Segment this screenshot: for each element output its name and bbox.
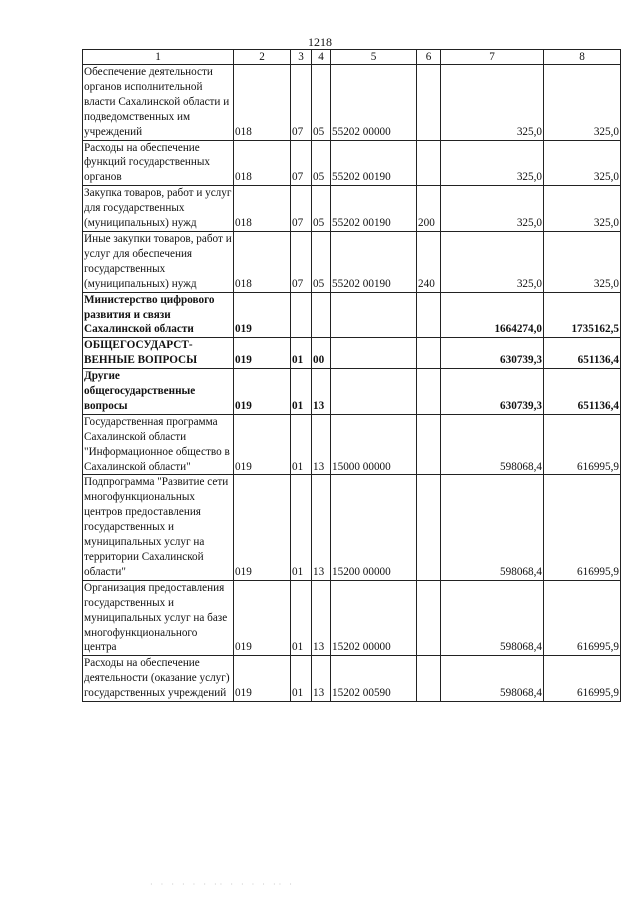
expense-type-cell: 200 bbox=[417, 186, 441, 232]
expense-type-cell bbox=[417, 369, 441, 415]
scan-artifacts: · · · · · · ·· · · · · ·· · bbox=[150, 880, 295, 889]
section-code-cell: 07 bbox=[291, 186, 312, 232]
expense-type-cell bbox=[417, 475, 441, 580]
target-article-cell: 55202 00000 bbox=[331, 65, 417, 141]
page-number: 1218 bbox=[308, 35, 332, 49]
ministry-code-cell: 018 bbox=[234, 65, 291, 141]
target-article-cell: 15200 00000 bbox=[331, 475, 417, 580]
ministry-code-cell: 018 bbox=[234, 186, 291, 232]
amount-year1-cell: 598068,4 bbox=[441, 414, 544, 475]
target-article-cell: 55202 00190 bbox=[331, 140, 417, 186]
ministry-code-cell: 019 bbox=[234, 369, 291, 415]
column-header: 3 bbox=[291, 50, 312, 65]
amount-year2-cell: 1735162,5 bbox=[544, 292, 621, 338]
ministry-code-cell: 019 bbox=[234, 338, 291, 369]
table-row bbox=[83, 414, 621, 475]
table-row bbox=[83, 231, 621, 292]
ministry-code-cell: 019 bbox=[234, 656, 291, 702]
section-code-cell: 07 bbox=[291, 65, 312, 141]
section-code-cell: 01 bbox=[291, 338, 312, 369]
ministry-code-cell: 018 bbox=[234, 231, 291, 292]
row-name-cell: Иные закупки товаров, работ и услуг для обеспечения государственных (муниципальных) нужд bbox=[83, 231, 234, 292]
subsection-code-cell bbox=[312, 292, 331, 338]
table-row bbox=[83, 656, 621, 702]
expense-type-cell bbox=[417, 292, 441, 338]
amount-year2-cell: 616995,9 bbox=[544, 414, 621, 475]
ministry-code-cell: 019 bbox=[234, 414, 291, 475]
section-code-cell: 01 bbox=[291, 656, 312, 702]
table-row bbox=[83, 580, 621, 656]
subsection-code-cell: 13 bbox=[312, 656, 331, 702]
subsection-code-cell: 05 bbox=[312, 65, 331, 141]
column-header: 1 bbox=[83, 50, 234, 65]
ministry-code-cell: 019 bbox=[234, 292, 291, 338]
section-code-cell: 01 bbox=[291, 414, 312, 475]
row-name-cell: Другие общегосударственные вопросы bbox=[83, 369, 234, 415]
amount-year2-cell: 616995,9 bbox=[544, 475, 621, 580]
expense-type-cell bbox=[417, 140, 441, 186]
table-row bbox=[83, 186, 621, 232]
table-row bbox=[83, 475, 621, 580]
amount-year2-cell: 325,0 bbox=[544, 231, 621, 292]
row-name-cell: ОБЩЕГОСУДАРСТ-ВЕННЫЕ ВОПРОСЫ bbox=[83, 338, 234, 369]
expense-type-cell: 240 bbox=[417, 231, 441, 292]
amount-year1-cell: 598068,4 bbox=[441, 656, 544, 702]
column-header: 7 bbox=[441, 50, 544, 65]
row-name-cell: Обеспечение деятельности органов исполнительной власти Сахалинской области и подведомственных им учреждений bbox=[83, 65, 234, 141]
amount-year2-cell: 325,0 bbox=[544, 186, 621, 232]
amount-year2-cell: 616995,9 bbox=[544, 656, 621, 702]
section-code-cell: 01 bbox=[291, 475, 312, 580]
subsection-code-cell: 13 bbox=[312, 580, 331, 656]
row-name-cell: Подпрограмма "Развитие сети многофункциональных центров предоставления государственных и муниципальных услуг на территории Сахалинской области" bbox=[83, 475, 234, 580]
target-article-cell bbox=[331, 292, 417, 338]
amount-year2-cell: 651136,4 bbox=[544, 369, 621, 415]
amount-year1-cell: 598068,4 bbox=[441, 580, 544, 656]
target-article-cell: 15202 00590 bbox=[331, 656, 417, 702]
subsection-code-cell: 13 bbox=[312, 369, 331, 415]
subsection-code-cell: 13 bbox=[312, 475, 331, 580]
amount-year2-cell: 616995,9 bbox=[544, 580, 621, 656]
amount-year2-cell: 651136,4 bbox=[544, 338, 621, 369]
target-article-cell: 15202 00000 bbox=[331, 580, 417, 656]
target-article-cell: 15000 00000 bbox=[331, 414, 417, 475]
row-name-cell: Организация предоставления государственных и муниципальных услуг на базе многофункционального центра bbox=[83, 580, 234, 656]
subsection-code-cell: 05 bbox=[312, 186, 331, 232]
table-row bbox=[83, 292, 621, 338]
table-row bbox=[83, 65, 621, 141]
budget-table bbox=[82, 49, 621, 702]
column-header: 5 bbox=[331, 50, 417, 65]
column-header: 2 bbox=[234, 50, 291, 65]
table-row bbox=[83, 140, 621, 186]
target-article-cell: 55202 00190 bbox=[331, 186, 417, 232]
amount-year1-cell: 325,0 bbox=[441, 186, 544, 232]
subsection-code-cell: 13 bbox=[312, 414, 331, 475]
table-row bbox=[83, 369, 621, 415]
row-name-cell: Закупка товаров, работ и услуг для государственных (муниципальных) нужд bbox=[83, 186, 234, 232]
amount-year1-cell: 325,0 bbox=[441, 140, 544, 186]
section-code-cell: 07 bbox=[291, 231, 312, 292]
amount-year1-cell: 325,0 bbox=[441, 231, 544, 292]
expense-type-cell bbox=[417, 414, 441, 475]
subsection-code-cell: 00 bbox=[312, 338, 331, 369]
target-article-cell bbox=[331, 369, 417, 415]
subsection-code-cell: 05 bbox=[312, 140, 331, 186]
ministry-code-cell: 019 bbox=[234, 580, 291, 656]
amount-year1-cell: 630739,3 bbox=[441, 369, 544, 415]
expense-type-cell bbox=[417, 580, 441, 656]
row-name-cell: Министерство цифрового развития и связи Сахалинской области bbox=[83, 292, 234, 338]
row-name-cell: Расходы на обеспечение деятельности (оказание услуг) государственных учреждений bbox=[83, 656, 234, 702]
section-code-cell bbox=[291, 292, 312, 338]
row-name-cell: Государственная программа Сахалинской области "Информационное общество в Сахалинской области" bbox=[83, 414, 234, 475]
table-row bbox=[83, 338, 621, 369]
subsection-code-cell: 05 bbox=[312, 231, 331, 292]
row-name-cell: Расходы на обеспечение функций государственных органов bbox=[83, 140, 234, 186]
expense-type-cell bbox=[417, 65, 441, 141]
ministry-code-cell: 019 bbox=[234, 475, 291, 580]
amount-year1-cell: 630739,3 bbox=[441, 338, 544, 369]
expense-type-cell bbox=[417, 338, 441, 369]
section-code-cell: 01 bbox=[291, 369, 312, 415]
expense-type-cell bbox=[417, 656, 441, 702]
column-header-row bbox=[83, 50, 621, 65]
section-code-cell: 01 bbox=[291, 580, 312, 656]
amount-year1-cell: 598068,4 bbox=[441, 475, 544, 580]
target-article-cell: 55202 00190 bbox=[331, 231, 417, 292]
section-code-cell: 07 bbox=[291, 140, 312, 186]
ministry-code-cell: 018 bbox=[234, 140, 291, 186]
amount-year1-cell: 1664274,0 bbox=[441, 292, 544, 338]
column-header: 6 bbox=[417, 50, 441, 65]
amount-year2-cell: 325,0 bbox=[544, 140, 621, 186]
amount-year2-cell: 325,0 bbox=[544, 65, 621, 141]
target-article-cell bbox=[331, 338, 417, 369]
column-header: 8 bbox=[544, 50, 621, 65]
amount-year1-cell: 325,0 bbox=[441, 65, 544, 141]
column-header: 4 bbox=[312, 50, 331, 65]
